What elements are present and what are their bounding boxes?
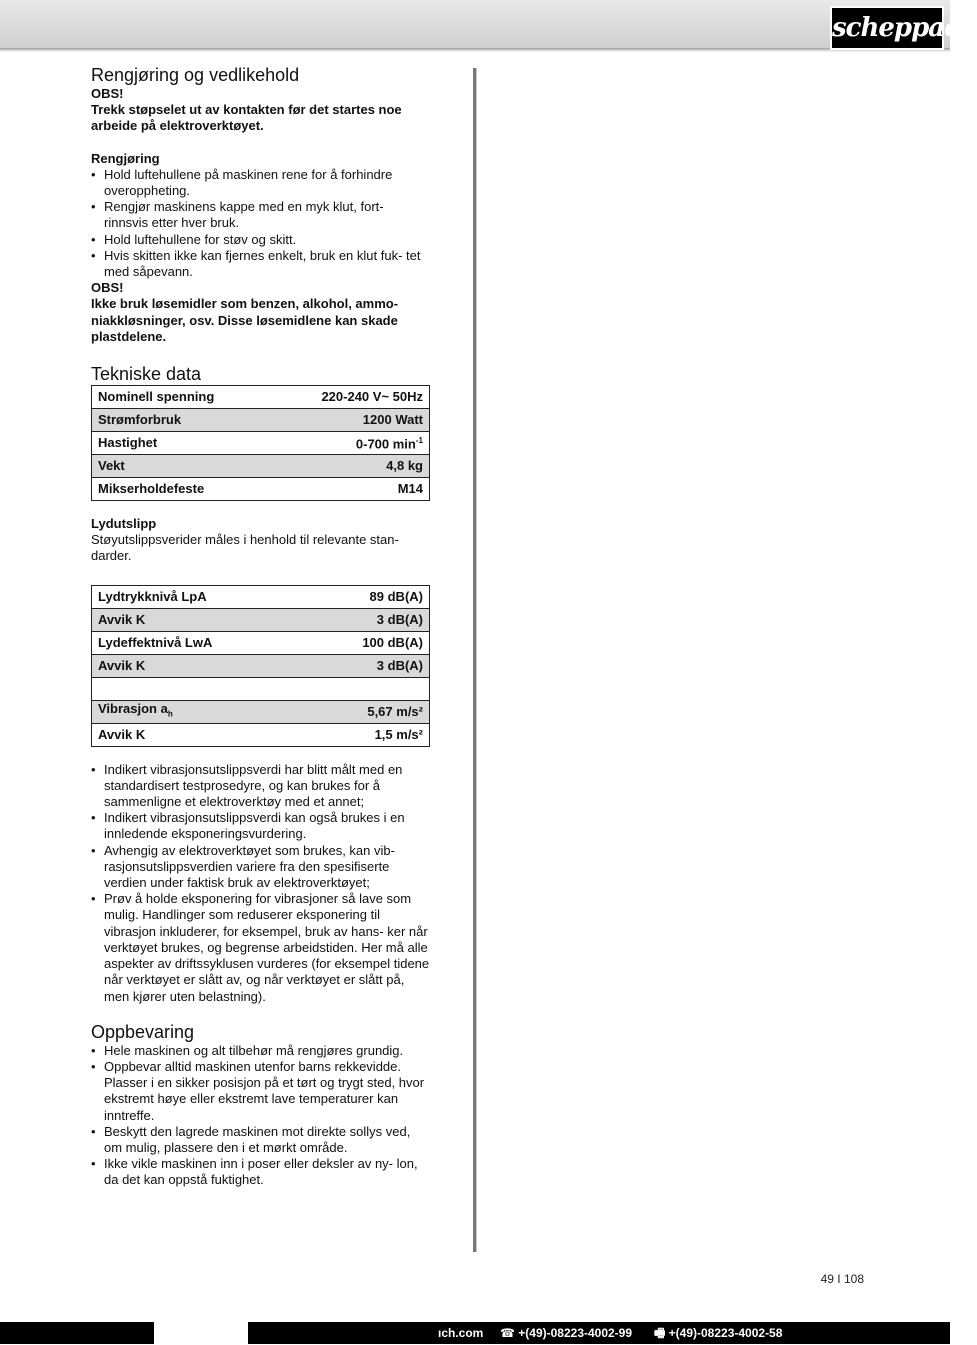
spacer xyxy=(91,747,431,762)
table-cell-value: 3 dB(A) xyxy=(306,654,430,677)
bullet-icon: • xyxy=(91,1058,96,1074)
table-cell-label: Hastighet xyxy=(92,432,271,455)
bullet-icon: • xyxy=(91,1123,96,1139)
table-row-empty xyxy=(92,677,430,700)
spacer xyxy=(91,135,431,151)
list-item-text: Prøv å holde eksponering for vibrasjoner så lave som mulig. Handlinger som reduserer eksponering til vibrasjon inkluderer, for eksempel, bruk av hans- ker når verktøyet brukes, og begrense arbeidstiden. Her må alle aspekter av driftssyklusen vurderes (for eksempel tidene når verktøyet er slått av, og når verktøyet er slått på, men kjører uten belastning). xyxy=(104,891,430,1004)
footer-fax: 🖷 +(49)-08223-4002-58 xyxy=(654,1326,783,1340)
table-cell-value: 1200 Watt xyxy=(271,409,430,432)
table-cell-label xyxy=(92,700,306,723)
table-row xyxy=(92,386,430,409)
bullet-icon: • xyxy=(91,199,96,215)
list-item-text: Oppbevar alltid maskinen utenfor barns rekkevidde. Plasser i en sikker posisjon på et tørt og trygt sted, hvor ekstremt høye eller ekstremt lave temperaturer kan inntreffe. xyxy=(104,1058,425,1123)
footer-phone: ☎ +(49)-08223-4002-99 xyxy=(500,1326,633,1340)
obs-label: OBS! xyxy=(91,86,124,101)
list-item-text: Indikert vibrasjonsutslippsverdi kan også brukes i en innledende eksponeringsvurdering. xyxy=(104,810,405,842)
table-cell-value xyxy=(271,432,430,455)
list-item xyxy=(91,891,431,1004)
header-shadow xyxy=(0,48,950,52)
table-row xyxy=(92,608,430,631)
scheppach-logo: scheppach xyxy=(830,6,944,50)
table-cell-value: 100 dB(A) xyxy=(306,631,430,654)
footer-bar xyxy=(0,1322,950,1344)
noise-table xyxy=(91,585,430,747)
table-cell-empty xyxy=(92,677,430,700)
solvent-warning: Ikke bruk løsemidler som benzen, alkohol, ammo- niakkløsninger, osv. Disse løsemidlene kan skade plastdelene. xyxy=(91,296,399,344)
table-cell-value: 89 dB(A) xyxy=(306,585,430,608)
list-item xyxy=(91,1059,431,1124)
table-cell-label: Lydeffektnivå LwA xyxy=(92,631,306,654)
list-item xyxy=(91,762,431,811)
list-item xyxy=(91,248,431,280)
speed-unit-exponent: -1 xyxy=(415,436,423,446)
list-item-text: Beskytt den lagrede maskinen mot direkte sollys ved, om mulig, plassere den i et mørkt område. xyxy=(104,1123,411,1155)
list-item xyxy=(91,1156,431,1188)
vibration-label: Vibrasjon a xyxy=(98,700,168,716)
list-item xyxy=(91,1043,431,1059)
subtitle-cleaning: Rengjøring xyxy=(91,150,160,166)
list-item xyxy=(91,810,431,842)
bullet-icon: • xyxy=(91,842,96,858)
list-item-text: Hold luftehullene på maskinen rene for å forhindre overoppheting. xyxy=(104,166,393,199)
list-item-text: Hele maskinen og alt tilbehør må rengjøres grundig. xyxy=(104,1042,404,1058)
list-item xyxy=(91,843,431,892)
section-title-cleaning: Rengjøring og vedlikehold xyxy=(91,65,300,85)
table-row xyxy=(92,432,430,455)
bullet-icon: • xyxy=(91,166,96,182)
table-cell-value: 1,5 m/s² xyxy=(306,723,430,746)
obs-label: OBS! xyxy=(91,280,124,296)
table-row xyxy=(92,409,430,432)
table-cell-label: Vekt xyxy=(92,455,271,478)
bullet-icon: • xyxy=(91,1156,96,1172)
bullet-icon: • xyxy=(91,231,96,247)
list-item-text: Avhengig av elektroverktøyet som brukes, kan vib- rasjonsutslippsverdien variere fra den spesifiserte verdien under faktisk bruk av elektroverktøyet; xyxy=(104,842,395,891)
page-number: 49 I 108 xyxy=(820,1272,864,1286)
noise-text: Støyutslippsverider måles i henhold til relevante stan- darder. xyxy=(91,532,399,564)
list-item-text: Hold luftehullene for støv og skitt. xyxy=(104,231,297,247)
table-cell-label: Lydtrykknivå LpA xyxy=(92,585,306,608)
table-row xyxy=(92,631,430,654)
list-item xyxy=(91,232,431,248)
bullet-icon: • xyxy=(91,247,96,263)
table-row xyxy=(92,700,430,723)
list-item xyxy=(91,199,431,231)
footer-website[interactable]: ıch.com xyxy=(438,1326,484,1340)
table-cell-value: 5,67 m/s² xyxy=(306,700,430,723)
table-cell-label: Avvik K xyxy=(92,723,306,746)
section-title-storage: Oppbevaring xyxy=(91,1021,195,1042)
table-cell-value: 3 dB(A) xyxy=(306,608,430,631)
table-row xyxy=(92,723,430,746)
section-title-tech: Tekniske data xyxy=(91,364,202,385)
table-cell-label: Strømforbruk xyxy=(92,409,271,432)
spacer xyxy=(91,345,431,363)
table-cell-label: Avvik K xyxy=(92,654,306,677)
spacer xyxy=(91,1005,431,1021)
table-row xyxy=(92,478,430,501)
list-item-text: Ikke vikle maskinen inn i poser eller deksler av ny- lon, da det kan oppstå fuktighet. xyxy=(104,1156,418,1188)
storage-list xyxy=(91,1043,431,1189)
spacer xyxy=(91,501,431,516)
table-cell-label: Nominell spenning xyxy=(92,386,271,409)
table-row xyxy=(92,585,430,608)
list-item xyxy=(91,167,431,199)
table-row xyxy=(92,455,430,478)
list-item-text: Rengjør maskinens kappe med en myk klut, fort- rinnsvis etter hver bruk. xyxy=(104,199,384,231)
table-cell-value: 4,8 kg xyxy=(271,455,430,478)
tech-data-table xyxy=(91,385,430,501)
list-item-text: Indikert vibrasjonsutslippsverdi har blitt målt med en standardisert testprosedyre, og kan brukes for å sammenligne et elektroverktøy med et annet; xyxy=(104,761,403,810)
left-column xyxy=(91,64,431,1189)
cleaning-list xyxy=(91,167,431,280)
spacer xyxy=(91,565,431,585)
bullet-icon: • xyxy=(91,891,96,907)
bullet-icon: • xyxy=(91,1042,96,1058)
footer-white-block xyxy=(154,1322,248,1344)
table-row xyxy=(92,654,430,677)
bullet-icon: • xyxy=(91,810,96,826)
speed-value: 0-700 min xyxy=(355,436,416,452)
column-divider xyxy=(473,68,476,1252)
header-bar xyxy=(0,0,950,48)
table-cell-value: 220-240 V~ 50Hz xyxy=(271,386,430,409)
vibration-subscript: h xyxy=(167,709,173,719)
subtitle-noise: Lydutslipp xyxy=(91,516,157,532)
table-cell-value: M14 xyxy=(271,478,430,501)
list-item xyxy=(91,1124,431,1156)
vibration-notes-list xyxy=(91,762,431,1005)
bullet-icon: • xyxy=(91,761,96,777)
table-cell-label: Avvik K xyxy=(92,608,306,631)
list-item-text: Hvis skitten ikke kan fjernes enkelt, bruk en klut fuk- tet med såpevann. xyxy=(104,247,421,280)
unplug-warning: Trekk støpselet ut av kontakten før det startes noe arbeide på elektroverktøyet. xyxy=(91,102,402,134)
table-cell-label: Mikserholdefeste xyxy=(92,478,271,501)
